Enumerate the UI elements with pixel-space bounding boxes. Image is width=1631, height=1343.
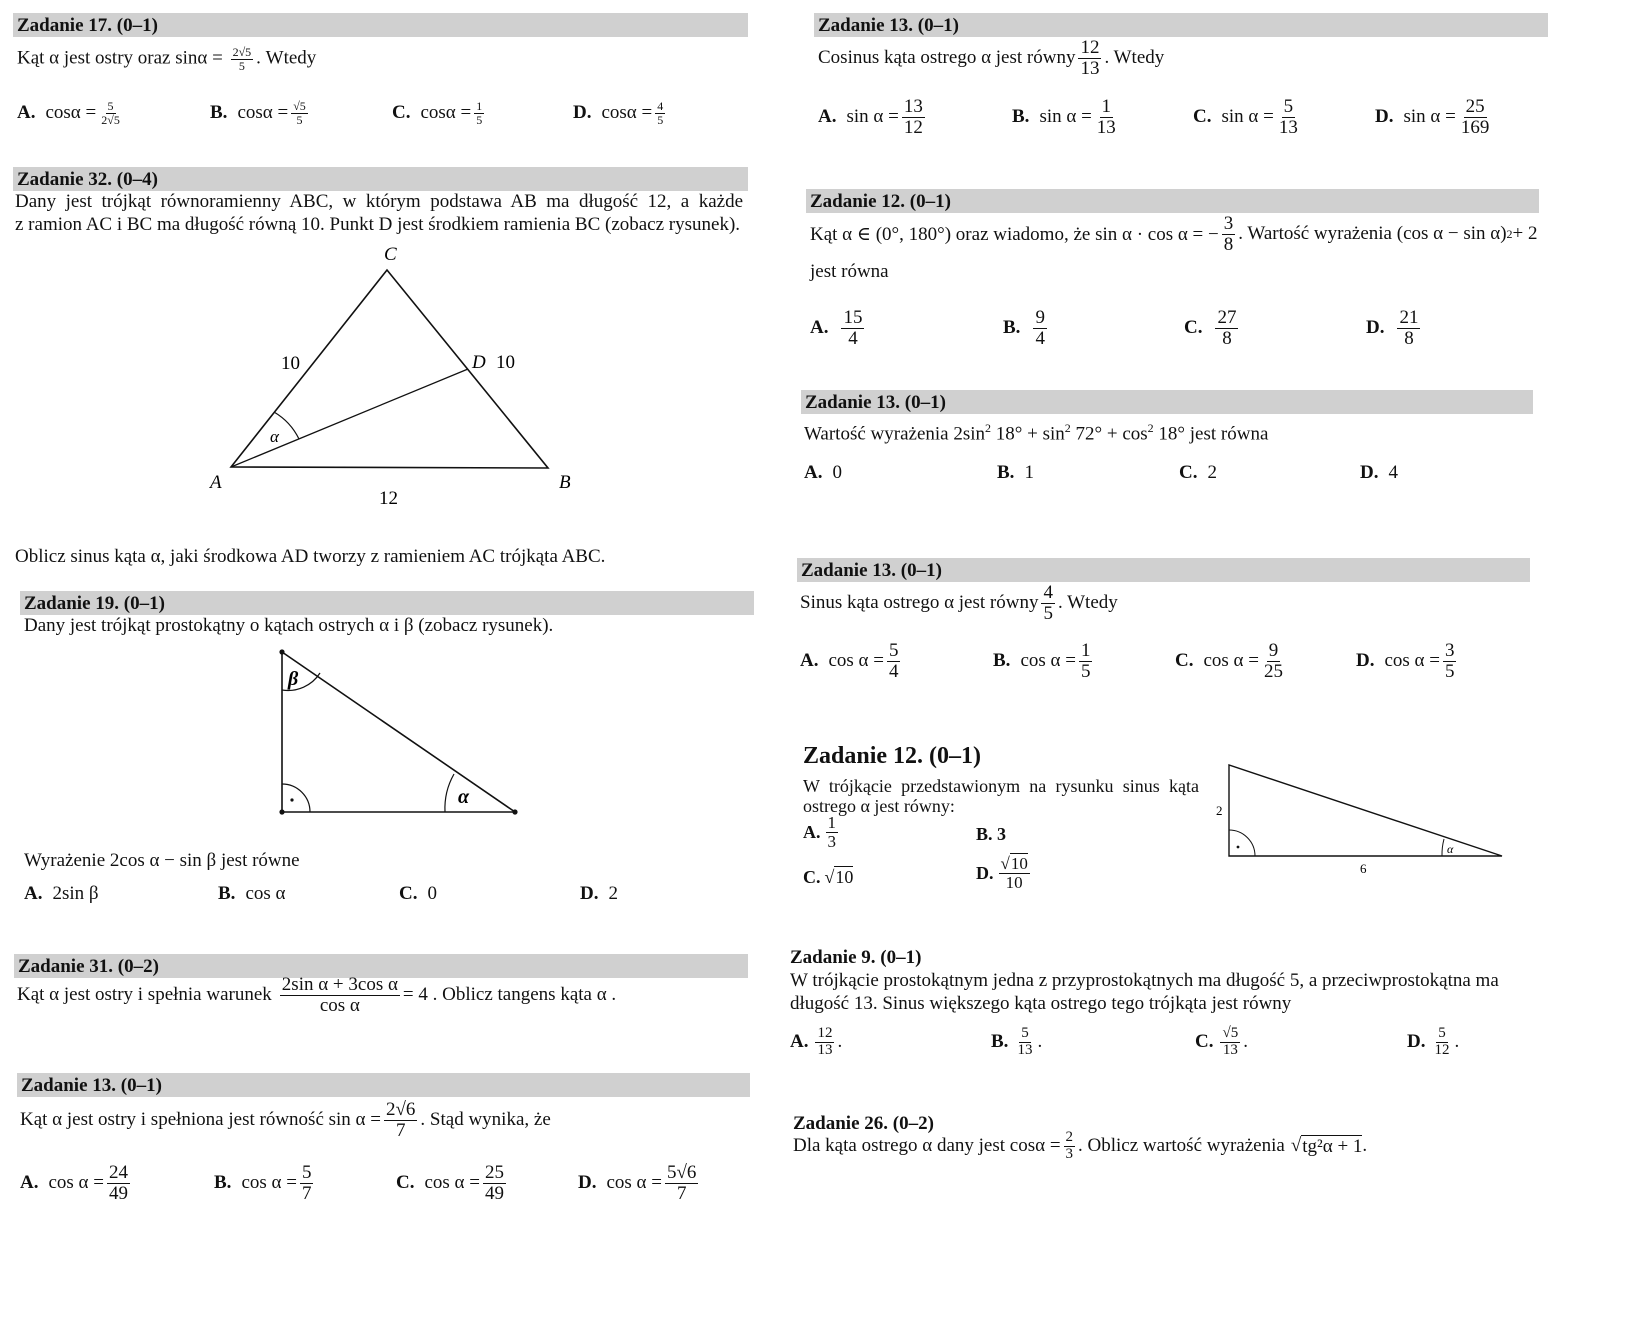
vertex-b-label: B	[559, 472, 571, 493]
task-13c-header: Zadanie 13. (0–1)	[797, 558, 1530, 582]
base-length-6: 6	[1360, 861, 1367, 876]
median-ad	[231, 369, 468, 467]
task-9-option-a[interactable]: A. 12 13 .	[790, 1025, 843, 1058]
task-12b-option-a[interactable]: A. 1 3	[803, 813, 836, 851]
task-32-question: Oblicz sinus kąta α, jaki środkowa AD tworzy z ramieniem AC trójkąta ABC.	[15, 546, 606, 567]
task-13-left-option-c[interactable]: C. cos α = $\frac{25}{49}$	[396, 1162, 504, 1204]
task-32-line-1: Dany jest trójkąt równoramienny ABC, w którym podstawa AB ma długość 12, a każde	[15, 191, 743, 212]
vertex-top	[279, 649, 284, 654]
task-26-question: Dla kąta ostrego α dany jest cosα = $\frac{2}{3}$ . Oblicz wartość wyrażenia √ tg²α + 1 .	[793, 1129, 1368, 1162]
task-26-header: Zadanie 26. (0–2)	[793, 1113, 934, 1134]
side-bc-length: 10	[496, 352, 515, 373]
point-d-label: D	[472, 352, 486, 373]
task-13a-option-c[interactable]: C. sin α = $\frac{5}{13}$	[1193, 96, 1298, 138]
task-13b-header: Zadanie 13. (0–1)	[801, 390, 1533, 414]
task-31-header: Zadanie 31. (0–2)	[14, 954, 748, 978]
angle-beta-label: β	[288, 668, 299, 690]
task-19-option-b[interactable]: B. cos α	[218, 883, 286, 904]
task-12a-option-a[interactable]: A. 15 4	[810, 307, 863, 349]
task-13b-option-b[interactable]: B. 1	[997, 462, 1034, 483]
angle-alpha-arc	[445, 774, 454, 812]
task-32-header: Zadanie 32. (0–4)	[13, 167, 748, 191]
task-13a-header: Zadanie 13. (0–1)	[814, 13, 1548, 37]
angle-alpha-label: α	[458, 786, 470, 808]
side-length-2: 2	[1216, 803, 1223, 818]
task-19-header: Zadanie 19. (0–1)	[20, 591, 754, 615]
task-17-option-d[interactable]: D. cosα = $\frac{4}{5}$	[573, 99, 664, 127]
task-12b-line-2: ostrego α jest równy:	[803, 796, 955, 816]
task-17-option-b[interactable]: B. cosα = $\frac{√5}{5}$	[210, 99, 306, 127]
right-angle-dot	[290, 798, 293, 801]
vertex-right-angle	[279, 809, 284, 814]
task-17-question: Kąt α jest ostry oraz sinα = $\frac{2√5}{5}$ . Wtedy	[17, 45, 317, 73]
task-19-option-d[interactable]: D. 2	[580, 883, 618, 904]
task-13c-option-a[interactable]: A. cos α = $\frac{5}{4}$	[800, 640, 899, 682]
task-13-left-option-a[interactable]: A. cos α = $\frac{24}{49}$	[20, 1162, 128, 1204]
right-angle-arc	[1229, 830, 1255, 856]
task-12a-header: Zadanie 12. (0–1)	[806, 189, 1539, 213]
task-9-option-b[interactable]: B. 5 13 .	[991, 1025, 1043, 1058]
angle-alpha-arc	[1442, 839, 1444, 856]
side-ab-length: 12	[379, 488, 398, 509]
vertex-right	[512, 809, 517, 814]
task-19-expression: Wyrażenie 2cos α − sin β jest równe	[24, 850, 300, 871]
task-17-option-c[interactable]: C. cosα = $\frac{1}{5}$	[392, 99, 483, 127]
task-9-line-1: W trójkącie prostokątnym jedna z przyprostokątnych ma długość 5, a przeciwprostokątna ma	[790, 970, 1499, 991]
vertex-c-label: C	[384, 244, 397, 265]
task-12a-question: Kąt α ∈ (0°, 180°) oraz wiadomo, że sin α · cos α = − $\frac{3}{8}$ . Wartość wyrażenia (cos α − sin α) 2 + 2	[810, 213, 1538, 255]
task-32-triangle-figure	[200, 240, 580, 515]
task-17-header: Zadanie 17. (0–1)	[13, 13, 748, 37]
task-13a-option-b[interactable]: B. sin α = $\frac{1}{13}$	[1012, 96, 1116, 138]
task-12a-option-b[interactable]: B. 9 4	[1003, 307, 1045, 349]
right-angle-dot	[1237, 846, 1240, 849]
angle-alpha-label: α	[1447, 842, 1454, 856]
task-13-left-question: Kąt α jest ostry i spełniona jest równość sin α = $\frac{2√6}{7}$ . Stąd wynika, że	[20, 1099, 551, 1141]
task-12b-line-1: W trójkącie przedstawionym na rysunku sinus kąta	[803, 776, 1199, 796]
vertex-a-label: A	[210, 472, 222, 493]
task-19-line-1: Dany jest trójkąt prostokątny o kątach ostrych α i β (zobacz rysunek).	[24, 615, 554, 636]
right-triangle	[282, 652, 515, 812]
right-triangle	[1229, 765, 1502, 856]
task-9-option-d[interactable]: D. 5 12 .	[1407, 1025, 1460, 1058]
task-13c-question: Sinus kąta ostrego α jest równy 4 5 . Wtedy	[800, 582, 1118, 624]
angle-alpha-label: α	[270, 427, 279, 446]
task-12a-option-d[interactable]: D. 21 8	[1366, 307, 1419, 349]
task-13b-option-a[interactable]: A. 0	[804, 462, 842, 483]
task-12a-option-c[interactable]: C. 27 8	[1184, 307, 1237, 349]
task-17-option-a[interactable]: A. cosα = $\frac{5}{2√5}$	[17, 99, 120, 127]
task-13c-option-d[interactable]: D. cos α = $\frac{3}{5}$	[1356, 640, 1455, 682]
task-13b-option-c[interactable]: C. 2	[1179, 462, 1217, 483]
task-12b-option-c[interactable]: C. √ 10	[803, 866, 854, 887]
task-9-header: Zadanie 9. (0–1)	[790, 947, 922, 968]
task-32-line-2: z ramion AC i BC ma długość równą 10. Punkt D jest środkiem ramienia BC (zobacz rysunek).	[15, 214, 741, 235]
task-31-question: Kąt α jest ostry i spełnia warunek $\frac{\text{2sin α + 3cos α}}{\text{cos α}}$ = 4 . Oblicz tangens kąta α .	[17, 974, 617, 1016]
task-13c-option-b[interactable]: B. cos α = $\frac{1}{5}$	[993, 640, 1091, 682]
task-13a-question: Cosinus kąta ostrego α jest równy 12 13 . Wtedy	[818, 37, 1165, 79]
task-13b-question: Wartość wyrażenia $2\sin^2$ $18^\circ + \sin^2 72^\circ + \cos^2 18^\circ$ jest równa	[804, 421, 1269, 445]
task-13-left-option-d[interactable]: D. cos α = $\frac{5√6}{7}$	[578, 1162, 697, 1204]
task-13a-option-d[interactable]: D. sin α = $\frac{25}{169}$	[1375, 96, 1490, 138]
task-13-left-option-b[interactable]: B. cos α = $\frac{5}{7}$	[214, 1162, 312, 1204]
task-12b-header: Zadanie 12. (0–1)	[803, 743, 982, 769]
task-13a-option-a[interactable]: A. sin α = $\frac{13}{12}$	[818, 96, 923, 138]
right-angle-arc	[282, 784, 310, 812]
task-13-left-header: Zadanie 13. (0–1)	[17, 1073, 750, 1097]
task-12b-triangle-figure	[1210, 755, 1510, 880]
task-19-right-triangle-figure	[270, 640, 530, 825]
task-13c-option-c[interactable]: C. cos α = $\frac{9}{25}$	[1175, 640, 1283, 682]
task-13b-option-d[interactable]: D. 4	[1360, 462, 1398, 483]
task-12a-line-2: jest równa	[810, 261, 889, 282]
task-9-line-2: długość 13. Sinus większego kąta ostrego tego trójkąta jest równy	[790, 993, 1292, 1014]
side-ac-length: 10	[281, 353, 300, 374]
task-12b-option-b[interactable]: B. 3	[976, 824, 1007, 844]
task-19-option-a[interactable]: A. 2sin β	[24, 883, 99, 904]
task-19-option-c[interactable]: C. 0	[399, 883, 437, 904]
task-12b-option-d[interactable]: D. √10 10	[976, 854, 1028, 892]
task-9-option-c[interactable]: C. √5 13 .	[1195, 1025, 1248, 1058]
